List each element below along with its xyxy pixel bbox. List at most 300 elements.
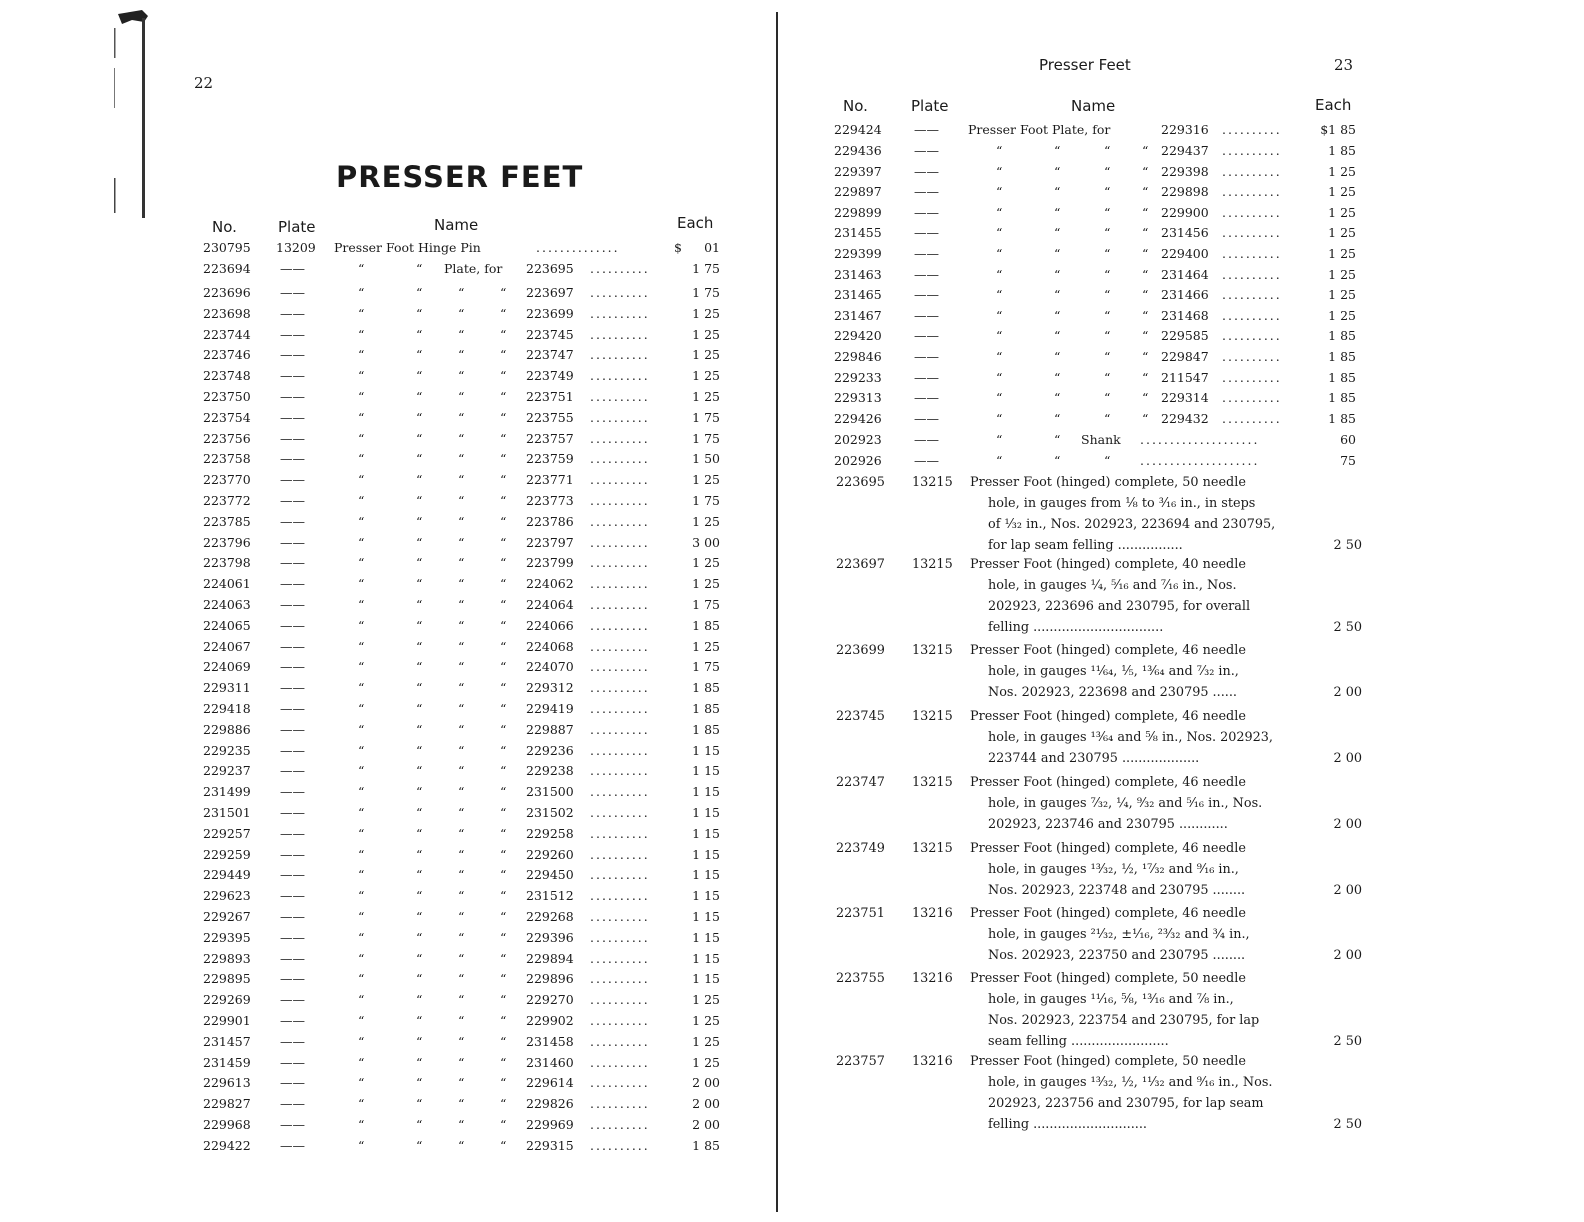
part-number: 229420 — [834, 328, 882, 344]
part-number: 229827 — [203, 1096, 251, 1112]
price: 2 00 — [692, 1075, 720, 1091]
part-number: 229901 — [203, 1013, 251, 1028]
price: 1 85 — [1328, 369, 1356, 385]
dot-leader: .......... — [1222, 143, 1282, 158]
price: 2 00 — [1333, 948, 1362, 963]
for-part-number: 223697 — [526, 285, 574, 300]
part-number: 229418 — [203, 701, 251, 716]
dot-leader: .......... — [590, 638, 650, 654]
ditto-mark: “ — [1142, 266, 1149, 282]
plate-dash: —— — [914, 390, 939, 406]
table-row — [0, 1032, 776, 1052]
ditto-mark: “ — [996, 184, 1003, 200]
plate-dash: —— — [280, 472, 305, 488]
ditto-mark: “ — [458, 430, 465, 446]
table-row — [0, 782, 776, 802]
plate-number: 13216 — [912, 971, 953, 986]
part-number: 229895 — [203, 971, 251, 987]
price: 1 15 — [692, 929, 720, 945]
part-number: 223798 — [203, 555, 251, 571]
dot-leader: .......... — [1222, 246, 1282, 261]
price: 1 85 — [1328, 410, 1356, 426]
dot-leader: .......... — [1222, 390, 1282, 406]
plate-dash: —— — [914, 122, 939, 137]
ditto-mark: “ — [500, 326, 507, 342]
ditto-mark: “ — [416, 867, 423, 883]
for-part-number: 224064 — [526, 597, 574, 612]
plate-dash: —— — [280, 1075, 305, 1091]
table-row — [0, 865, 776, 885]
ditto-mark: “ — [1104, 225, 1111, 241]
ditto-mark: “ — [458, 326, 465, 342]
ditto-mark: “ — [458, 950, 465, 966]
part-number: 229233 — [834, 369, 882, 385]
price: 1 75 — [692, 659, 720, 675]
ditto-mark: “ — [358, 701, 365, 716]
part-number: 231501 — [203, 805, 251, 820]
table-row — [0, 429, 776, 449]
for-part-number: 223799 — [526, 555, 574, 571]
plate-dash: —— — [280, 430, 305, 446]
plate-number: 13215 — [912, 475, 953, 490]
ditto-mark: “ — [1142, 369, 1149, 385]
plate-dash: —— — [280, 721, 305, 737]
ditto-mark: “ — [996, 432, 1003, 447]
ditto-mark: “ — [1142, 390, 1149, 406]
table-row — [0, 1073, 776, 1093]
plate-dash: —— — [280, 971, 305, 987]
dot-leader: .......... — [590, 472, 650, 488]
ditto-mark: “ — [416, 763, 423, 779]
ditto-mark: “ — [358, 576, 365, 592]
for-part-number: 224070 — [526, 659, 574, 675]
plate-dash: —— — [280, 888, 305, 904]
entry-description — [970, 1051, 1310, 1135]
ditto-mark: “ — [416, 617, 423, 633]
table-row — [0, 886, 776, 906]
plate-dash: —— — [280, 261, 305, 276]
price: 1 85 — [692, 1137, 720, 1153]
ditto-mark: “ — [1054, 349, 1061, 364]
description-line: seam felling ........................ — [988, 1034, 1169, 1049]
price: 1 15 — [692, 909, 720, 924]
table-row — [0, 949, 776, 969]
ditto-mark: “ — [500, 763, 507, 779]
price: 2 00 — [692, 1096, 720, 1112]
header-name: Name — [1071, 97, 1116, 115]
ditto-mark: “ — [996, 410, 1003, 426]
dot-leader: .......... — [590, 846, 650, 862]
entry-description — [970, 968, 1310, 1052]
table-row — [0, 345, 776, 365]
ditto-mark: “ — [500, 513, 507, 529]
ditto-mark: “ — [458, 597, 465, 612]
for-part-number: 223759 — [526, 451, 574, 467]
ditto-mark: “ — [358, 867, 365, 883]
entry-description — [970, 706, 1310, 769]
ditto-mark: “ — [1054, 266, 1061, 282]
ditto-mark: “ — [1054, 204, 1061, 220]
ditto-mark: “ — [458, 1054, 465, 1070]
ditto-mark: “ — [416, 451, 423, 467]
ditto-mark: “ — [416, 784, 423, 800]
plate-dash: —— — [280, 305, 305, 321]
dot-leader: .......... — [590, 1033, 650, 1049]
ditto-mark: “ — [416, 389, 423, 404]
price: 1 15 — [692, 805, 720, 820]
table-row — [778, 223, 1584, 243]
plate-dash: —— — [280, 409, 305, 425]
ditto-mark: “ — [458, 555, 465, 571]
ditto-mark: “ — [458, 971, 465, 987]
ditto-mark: “ — [500, 430, 507, 446]
ditto-mark: “ — [416, 805, 423, 820]
header-plate: Plate — [911, 97, 949, 115]
table-row — [0, 616, 776, 636]
ditto-mark: “ — [1054, 369, 1061, 385]
ditto-mark: “ — [358, 742, 365, 758]
part-number: 223697 — [836, 557, 885, 572]
part-name: Presser Foot Hinge Pin — [334, 240, 481, 255]
dot-leader: .......... — [590, 659, 650, 675]
ditto-mark: “ — [458, 1096, 465, 1112]
price: 1 25 — [1328, 266, 1356, 282]
ditto-mark: “ — [1054, 143, 1061, 158]
description-line: 223744 and 230795 ................... — [988, 751, 1200, 766]
table-row — [0, 928, 776, 948]
page-title: PRESSER FEET — [336, 160, 584, 194]
ditto-mark: “ — [1104, 390, 1111, 406]
part-number: 229235 — [203, 742, 251, 758]
for-part-number: 229258 — [526, 825, 574, 841]
dot-leader: .......... — [590, 597, 650, 612]
plate-dash: —— — [280, 929, 305, 945]
price: 1 15 — [692, 742, 720, 758]
ditto-mark: “ — [500, 597, 507, 612]
part-number: 229424 — [834, 122, 882, 137]
ditto-mark: “ — [500, 867, 507, 883]
ditto-mark: “ — [416, 701, 423, 716]
table-row — [0, 1053, 776, 1073]
for-part-number: 223771 — [526, 472, 574, 488]
ditto-mark: “ — [500, 451, 507, 467]
description-line: hole, in gauges ¼, ⁵⁄₁₆ and ⁷⁄₁₆ in., Nos. — [988, 578, 1237, 593]
ditto-mark: “ — [1104, 184, 1111, 200]
ditto-mark: “ — [458, 784, 465, 800]
dot-leader: .......... — [590, 451, 650, 467]
ditto-mark: “ — [1142, 143, 1149, 158]
part-number: 229886 — [203, 721, 251, 737]
ditto-mark: “ — [1054, 163, 1061, 179]
ditto-mark: “ — [500, 493, 507, 508]
description-line: Presser Foot (hinged) complete, 46 needle — [970, 643, 1246, 658]
table-row — [778, 285, 1584, 305]
for-part-number: 229268 — [526, 909, 574, 924]
ditto-mark: “ — [500, 305, 507, 321]
header-name: Name — [434, 216, 479, 234]
ditto-mark: “ — [358, 909, 365, 924]
ditto-mark: “ — [358, 347, 365, 363]
ditto-mark: “ — [416, 888, 423, 904]
ditto-mark: “ — [1104, 328, 1111, 344]
part-number: 224063 — [203, 597, 251, 612]
dot-leader: .......... — [1222, 266, 1282, 282]
table-row — [0, 1011, 776, 1031]
for-part-number: 231512 — [526, 888, 574, 904]
part-number: 229397 — [834, 163, 882, 179]
part-number: 231465 — [834, 287, 882, 303]
plate-dash: —— — [280, 805, 305, 820]
plate-dash: —— — [280, 1117, 305, 1132]
part-number: 229899 — [834, 204, 882, 220]
description-line: Presser Foot (hinged) complete, 46 needle — [970, 906, 1246, 921]
dot-leader: .......... — [590, 867, 650, 883]
ditto-mark: “ — [416, 347, 423, 363]
ditto-mark: “ — [500, 472, 507, 488]
description-line: for lap seam felling ................ — [988, 538, 1183, 553]
part-name: Presser Foot Plate, for — [968, 122, 1111, 137]
dot-leader: .......... — [590, 701, 650, 716]
description-line: hole, in gauges ⁷⁄₃₂, ¼, ⁹⁄₃₂ and ⁵⁄₁₆ in., Nos. — [988, 796, 1263, 811]
for-part-number: 229314 — [1161, 390, 1209, 406]
part-number: 223748 — [203, 368, 251, 384]
ditto-mark: “ — [996, 349, 1003, 364]
table-row — [0, 408, 776, 428]
part-number: 231499 — [203, 784, 251, 800]
price: 1 25 — [692, 347, 720, 363]
plate-dash: —— — [914, 204, 939, 220]
part-number: 223694 — [203, 261, 251, 276]
dot-leader: .......... — [590, 347, 650, 363]
part-number: 223758 — [203, 451, 251, 467]
part-number: 224069 — [203, 659, 251, 675]
ditto-mark: “ — [1142, 349, 1149, 364]
ditto-mark: “ — [358, 326, 365, 342]
dot-leader: .......... — [1222, 410, 1282, 426]
ditto-mark: “ — [358, 368, 365, 384]
table-row — [0, 637, 776, 657]
plate-dash: —— — [914, 410, 939, 426]
ditto-mark: “ — [358, 409, 365, 425]
for-part-number: 223699 — [526, 305, 574, 321]
part-number: 223745 — [836, 709, 885, 724]
plate-dash: —— — [914, 287, 939, 303]
price: 1 15 — [692, 763, 720, 779]
price: 1 25 — [692, 305, 720, 321]
plate-dash: —— — [280, 950, 305, 966]
header-no: No. — [212, 218, 237, 236]
price: 1 25 — [1328, 184, 1356, 200]
dot-leader: .......... — [590, 805, 650, 820]
ditto-mark: “ — [1054, 225, 1061, 241]
table-row — [0, 720, 776, 740]
for-part-number: 229316 — [1161, 122, 1209, 137]
table-row — [0, 824, 776, 844]
price: 1 50 — [692, 451, 720, 467]
dot-leader: .......... — [590, 888, 650, 904]
part-number: 229449 — [203, 867, 251, 883]
table-row — [0, 1094, 776, 1114]
part-number: 223785 — [203, 513, 251, 529]
price: 2 50 — [1333, 1117, 1362, 1132]
part-number: 229399 — [834, 246, 882, 261]
for-part-number: 229614 — [526, 1075, 574, 1091]
table-row — [0, 259, 776, 279]
table-row — [0, 907, 776, 927]
part-number: 229269 — [203, 992, 251, 1008]
ditto-mark: “ — [1142, 163, 1149, 179]
table-row — [0, 595, 776, 615]
part-name: Plate, for — [444, 261, 503, 276]
part-number: 229422 — [203, 1137, 251, 1153]
dot-leader: .......... — [590, 1054, 650, 1070]
part-number: 223695 — [836, 475, 885, 490]
ditto-mark: “ — [500, 909, 507, 924]
for-part-number: 229400 — [1161, 246, 1209, 261]
dot-leader: .......... — [1222, 184, 1282, 200]
plate-dash: —— — [280, 326, 305, 342]
ditto-mark: “ — [458, 1033, 465, 1049]
plate-dash: —— — [914, 266, 939, 282]
ditto-mark: “ — [1054, 390, 1061, 406]
dot-leader: .......... — [590, 285, 650, 300]
dot-leader: .......... — [590, 305, 650, 321]
plate-dash: —— — [280, 825, 305, 841]
ditto-mark: “ — [996, 225, 1003, 241]
ditto-mark: “ — [358, 992, 365, 1008]
ditto-mark: “ — [358, 513, 365, 529]
part-number: 231467 — [834, 307, 882, 323]
for-part-number: 229270 — [526, 992, 574, 1008]
table-row — [0, 1115, 776, 1135]
price: 2 00 — [1333, 685, 1362, 700]
ditto-mark: “ — [500, 555, 507, 571]
dot-leader: .......... — [590, 409, 650, 425]
ditto-mark: “ — [358, 825, 365, 841]
table-row — [778, 141, 1584, 161]
for-part-number: 229450 — [526, 867, 574, 883]
ditto-mark: “ — [358, 1013, 365, 1028]
table-row — [0, 990, 776, 1010]
dot-leader: .......... — [590, 825, 650, 841]
plate-dash: —— — [280, 597, 305, 612]
for-part-number: 224068 — [526, 638, 574, 654]
ditto-mark: “ — [1104, 369, 1111, 385]
dot-leader: .......... — [1222, 287, 1282, 303]
for-part-number: 223797 — [526, 534, 574, 550]
plate-dash: —— — [280, 347, 305, 363]
for-part-number: 229902 — [526, 1013, 574, 1028]
ditto-mark: “ — [416, 825, 423, 841]
table-row — [778, 430, 1584, 450]
plate-dash: —— — [280, 285, 305, 300]
entry-description — [970, 838, 1310, 901]
ditto-mark: “ — [358, 617, 365, 633]
ditto-mark: “ — [458, 347, 465, 363]
dot-leader: .......... — [590, 971, 650, 987]
plate-dash: —— — [280, 513, 305, 529]
dot-leader: .................... — [1140, 453, 1260, 468]
for-part-number: 211547 — [1161, 369, 1209, 385]
part-number: 223757 — [836, 1054, 885, 1069]
ditto-mark: “ — [458, 992, 465, 1008]
part-number: 229259 — [203, 846, 251, 862]
price: 1 25 — [1328, 204, 1356, 220]
price: 1 25 — [692, 368, 720, 384]
part-number: 224067 — [203, 638, 251, 654]
for-part-number: 231502 — [526, 805, 574, 820]
ditto-mark: “ — [500, 534, 507, 550]
for-part-number: 231460 — [526, 1054, 574, 1070]
table-row — [0, 969, 776, 989]
ditto-mark: “ — [996, 246, 1003, 261]
ditto-mark: “ — [358, 950, 365, 966]
for-part-number: 229236 — [526, 742, 574, 758]
ditto-mark: “ — [500, 1054, 507, 1070]
ditto-mark: “ — [358, 472, 365, 488]
price: 1 15 — [692, 971, 720, 987]
ditto-mark: “ — [458, 909, 465, 924]
ditto-mark: “ — [458, 680, 465, 696]
plate-dash: —— — [280, 1054, 305, 1070]
ditto-mark: “ — [416, 409, 423, 425]
ditto-mark: “ — [458, 1075, 465, 1091]
ditto-mark: “ — [416, 1117, 423, 1132]
description-line: Nos. 202923, 223748 and 230795 ........ — [988, 883, 1246, 898]
ditto-mark: “ — [458, 368, 465, 384]
for-part-number: 223745 — [526, 326, 574, 342]
dot-leader: .......... — [590, 784, 650, 800]
page-number: 22 — [194, 74, 214, 92]
description-line: 202923, 223746 and 230795 ............ — [988, 817, 1228, 832]
ditto-mark: “ — [358, 680, 365, 696]
plate-dash: —— — [280, 1096, 305, 1112]
ditto-mark: “ — [416, 1137, 423, 1153]
plate-dash: —— — [280, 701, 305, 716]
dot-leader: .......... — [590, 721, 650, 737]
ditto-mark: “ — [358, 805, 365, 820]
price: 1 85 — [692, 680, 720, 696]
for-part-number: 229260 — [526, 846, 574, 862]
ditto-mark: “ — [500, 971, 507, 987]
part-number: 223747 — [836, 775, 885, 790]
dot-leader: .......... — [590, 555, 650, 571]
ditto-mark: “ — [358, 784, 365, 800]
description-line: Presser Foot (hinged) complete, 50 needle — [970, 1054, 1246, 1069]
left-page — [0, 0, 776, 1222]
ditto-mark: “ — [500, 950, 507, 966]
ditto-mark: “ — [1104, 204, 1111, 220]
price: 1 25 — [692, 576, 720, 592]
for-part-number: 229887 — [526, 721, 574, 737]
description-line: hole, in gauges ¹³⁄₃₂, ½, ¹⁷⁄₃₂ and ⁹⁄₁₆ in., — [988, 862, 1239, 877]
dot-leader: .......... — [590, 261, 650, 276]
price: 2 00 — [1333, 817, 1362, 832]
ditto-mark: “ — [996, 204, 1003, 220]
ditto-mark: “ — [500, 805, 507, 820]
plate-dash: —— — [280, 992, 305, 1008]
ditto-mark: “ — [1142, 328, 1149, 344]
part-number: 202926 — [834, 453, 882, 468]
table-row — [778, 120, 1584, 140]
price: 2 50 — [1333, 1034, 1362, 1049]
part-number: 229237 — [203, 763, 251, 779]
part-number: 231463 — [834, 266, 882, 282]
dot-leader: .......... — [590, 763, 650, 779]
ditto-mark: “ — [500, 389, 507, 404]
plate-dash: —— — [914, 184, 939, 200]
ditto-mark: “ — [1104, 453, 1111, 468]
